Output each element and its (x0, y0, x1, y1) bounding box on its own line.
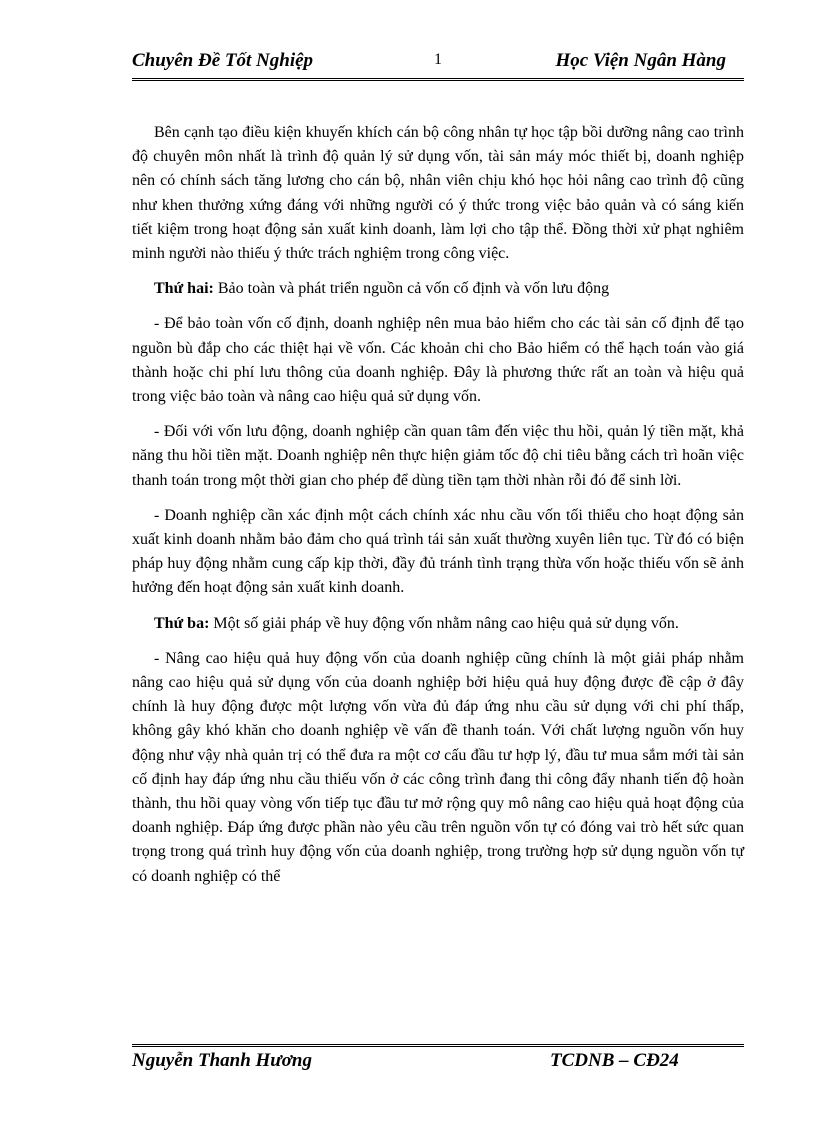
footer-class-code: TCDNB – CĐ24 (550, 1050, 679, 1071)
header-title-left: Chuyên Đề Tốt Nghiệp (132, 50, 314, 71)
page-footer (132, 1050, 744, 1076)
paragraph-thu-ba (132, 612, 744, 636)
header-divider (132, 78, 744, 81)
page-header (132, 50, 744, 76)
paragraph-3: - Để bảo toàn vốn cố định, doanh nghiệp nên mua bảo hiểm cho các tài sản cố định để tạo nguồn bù đắp cho các thiệt hại về vốn. Các khoản chi cho Bảo hiểm có thể hạch toán vào giá thành hoặc chi phí lưu thông của doanh nghiệp. Đây là phương thức rất an toàn và hiệu quả trong việc bảo toàn và nâng cao hiệu quả sử dụng vốn. (132, 315, 744, 406)
section-label-thu-ba: Thứ ba: (154, 614, 210, 632)
section-label-thu-hai: Thứ hai: (154, 280, 214, 298)
header-title-right: Học Viện Ngân Hàng (555, 50, 726, 71)
paragraph-thu-hai (132, 277, 744, 301)
section-text-thu-hai: Bảo toàn và phát triển nguồn cả vốn cố định và vốn lưu động (213, 280, 610, 298)
page-number: 1 (434, 51, 442, 68)
footer-divider (132, 1044, 744, 1047)
paragraph-5: - Doanh nghiệp cần xác định một cách chính xác nhu cầu vốn tối thiểu cho hoạt động sản xuất kinh doanh nhằm bảo đảm cho quá trình tái sản xuất thường xuyên liên tục. Từ đó có biện pháp huy động nhằm cung cấp kịp thời, đầy đủ tránh tình trạng thừa vốn hoặc thiếu vốn sẽ ảnh hưởng đến hoạt động sản xuất kinh doanh. (132, 506, 744, 597)
paragraph-4: - Đối với vốn lưu động, doanh nghiệp cần quan tâm đến việc thu hồi, quản lý tiền mặt, khả năng thu hồi tiền mặt. Doanh nghiệp nên thực hiện giảm tốc độ chi tiêu bằng cách trì hoãn việc thanh toán trong một thời gian cho phép để dùng tiền tạm thời nhàn rỗi đó để sinh lời. (132, 423, 744, 489)
paragraph-7: - Nâng cao hiệu quả huy động vốn của doanh nghiệp cũng chính là một giải pháp nhằm nâng cao hiệu quả sử dụng vốn của doanh nghiệp bởi hiệu quả huy động được đề cập ở đây chính là huy động được một lượng vốn vừa đủ đáp ứng nhu cầu sử dụng với chi phí thấp, không gây khó khăn cho doanh nghiệp về vấn đề thanh toán. Với chất lượng nguồn vốn huy động như vậy nhà quản trị có thể đưa ra một cơ cấu đầu tư hợp lý, đầu tư mua sắm mới tài sản cố định hay đáp ứng nhu cầu thiếu vốn ở các công trình đang thi công đẩy nhanh tiến độ hoàn thành, thu hồi quay vòng vốn tiếp tục đầu tư mở rộng quy mô nâng cao hiệu quả hoạt động của doanh nghiệp. Đáp ứng được phần nào yêu cầu trên nguồn vốn tự có đóng vai trò hết sức quan trọng trong quá trình huy động vốn của doanh nghiệp, trong trường hợp sử dụng nguồn vốn tự có doanh nghiệp có thể (132, 649, 744, 885)
footer-author: Nguyễn Thanh Hương (132, 1050, 312, 1071)
document-body (132, 121, 744, 900)
section-text-thu-ba: Một số giải pháp về huy động vốn nhằm nâng cao hiệu quả sử dụng vốn. (209, 614, 679, 632)
paragraph-1: Bên cạnh tạo điều kiện khuyến khích cán bộ công nhân tự học tập bồi dưỡng nâng cao trình độ chuyên môn nhất là trình độ quản lý sử dụng vốn, tài sản máy móc thiết bị, doanh nghiệp nên có chính sách tăng lương cho cán bộ, nhân viên chịu khó học hỏi nâng cao trình độ cũng như khen thưởng xứng đáng với những người có ý thức trong việc bảo quản và có sáng kiến tiết kiệm trong hoạt động sản xuất kinh doanh, làm lợi cho tập thể. Đồng thời xử phạt nghiêm minh người nào thiếu ý thức trách nghiệm trong công việc. (132, 124, 744, 263)
